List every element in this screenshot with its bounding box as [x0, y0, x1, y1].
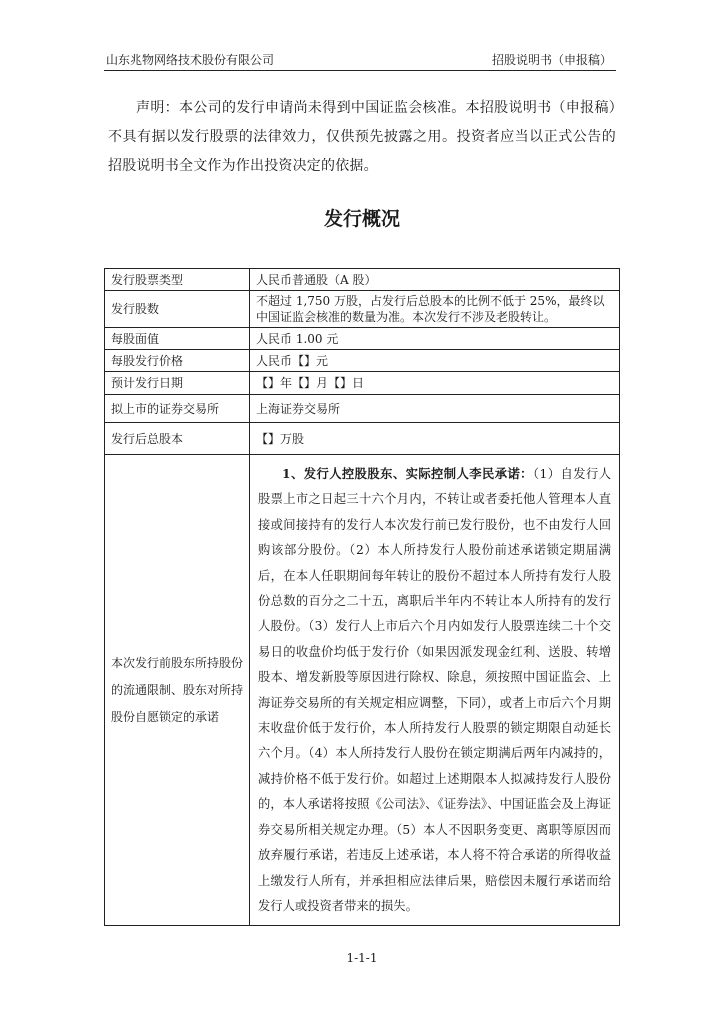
row-label: 发行股数 [105, 291, 250, 328]
table-row [105, 291, 620, 328]
row-value: 【】万股 [250, 423, 620, 455]
commitment-text: （1）自发行人股票上市之日起三十六个月内，不转让或者委托他人管理本人直接或间接持有的发行人本次发行前已发行股份，也不由发行人回购该部分股份。（2）本人所持发行人股份前述承诺锁定期届满后，在本人任职期间每年转让的股份不超过本人所持有发行人股份总数的百分之二十五，离职后半年内不转让本人所持有的发行人股份。（3）发行人上市后六个月内如发行人股票连续二十个交易日的收盘价均低于发行价（如果因派发现金红利、送股、转增股本、增发新股等原因进行除权、除息，须按照中国证监会、上海证券交易所的有关规定相应调整，下同），或者上市后六个月期末收盘价低于发行价，本人所持发行人股票的锁定期限自动延长六个月。（4）本人所持发行人股份在锁定期满后两年内减持的，减持价格不低于发行价。如超过上述期限本人拟减持发行人股份的，本人承诺将按照《公司法》、《证券法》、中国证监会及上海证券交易所相关规定办理。（5）本人不因职务变更、离职等原因而放弃履行承诺，若违反上述承诺，本人将不符合承诺的所得收益上缴发行人所有，并承担相应法律后果，赔偿因未履行承诺而给发行人或投资者带来的损失。 [258, 467, 611, 913]
header-doc-type: 招股说明书（申报稿） [491, 53, 612, 67]
table-row [105, 350, 620, 372]
row-value: 【】年【】月【】日 [250, 372, 620, 395]
commitment-lead: 1、发行人控股股东、实际控制人李民承诺： [282, 466, 533, 481]
row-label: 每股面值 [105, 328, 250, 350]
row-label: 发行股票类型 [105, 269, 250, 291]
row-label: 拟上市的证券交易所 [105, 395, 250, 423]
table-row [105, 423, 620, 455]
row-value: 不超过 1,750 万股，占发行后总股本的比例不低于 25%，最终以中国证监会核准的数量为准。本次发行不涉及老股转让。 [250, 291, 620, 328]
commitment-cell [250, 455, 620, 926]
row-label: 每股发行价格 [105, 350, 250, 372]
page-number: 1-1-1 [346, 951, 378, 965]
section-title: 发行概况 [323, 208, 400, 230]
table-row [105, 395, 620, 423]
row-value: 人民币 1.00 元 [250, 328, 620, 350]
row-label: 发行后总股本 [105, 423, 250, 455]
table-row [105, 455, 620, 926]
header-company: 山东兆物网络技术股份有限公司 [106, 53, 275, 67]
row-value: 上海证券交易所 [250, 395, 620, 423]
table-row [105, 328, 620, 350]
page-header [104, 50, 614, 70]
disclaimer-paragraph: 声明：本公司的发行申请尚未得到中国证监会核准。本招股说明书（申报稿）不具有据以发行股票的法律效力，仅供预先披露之用。投资者应当以正式公告的招股说明书全文作为作出投资决定的依据。 [108, 100, 616, 174]
table-row [105, 372, 620, 395]
commitment-label: 本次发行前股东所持股份的流通限制、股东对所持股份自愿锁定的承诺 [105, 455, 250, 926]
row-label: 预计发行日期 [105, 372, 250, 395]
header-rule [104, 70, 616, 71]
issuance-overview-table [104, 268, 620, 926]
row-value: 人民币普通股（A 股） [250, 269, 620, 291]
table-row [105, 269, 620, 291]
row-value: 人民币【】元 [250, 350, 620, 372]
